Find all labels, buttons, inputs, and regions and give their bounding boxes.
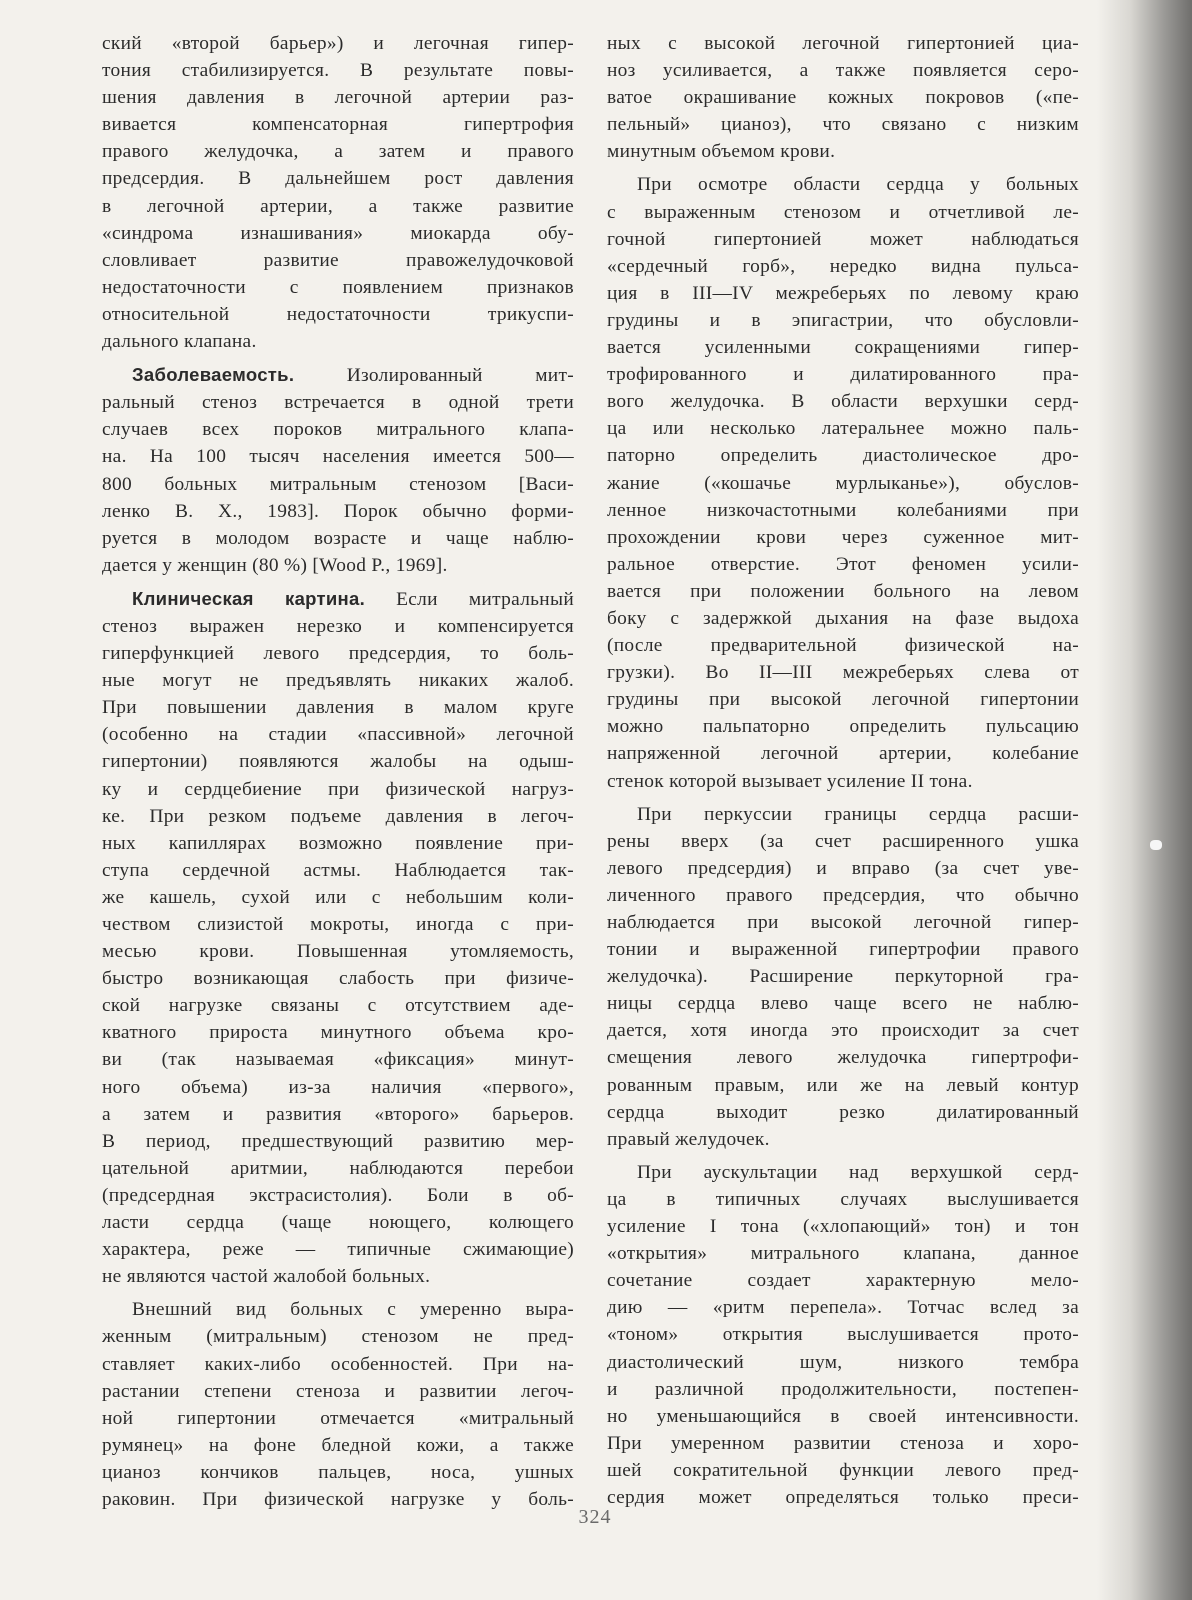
text-line: а затем и развития «второго» барьеров. (102, 1103, 574, 1125)
paragraph (607, 801, 1079, 1153)
text-line: не являются частой жалобой больных. (102, 1266, 431, 1288)
paragraph-text: Изолированный мит- (346, 365, 574, 387)
text-line: грузки). Во II—III межреберьях слева от (607, 662, 1079, 684)
text-line: рены вверх (за счет расширенного ушка (607, 830, 1079, 852)
text-line: боку с задержкой дыхания на фазе выдоха (607, 607, 1079, 629)
term-clinical-picture: Клиническая картина. (132, 587, 366, 609)
text-line: ральное отверстие. Этот феномен усили- (607, 553, 1079, 575)
text-line: цательной аритмии, наблюдаются перебои (102, 1157, 574, 1179)
text-line: диастолический шум, низкого тембра (607, 1351, 1079, 1373)
text-line: «открытия» митрального клапана, данное (607, 1243, 1079, 1265)
text-line: наблюдается при высокой легочной гипер- (607, 912, 1079, 933)
text-line: гиперфункцией левого предсердия, то боль- (102, 643, 574, 665)
text-line: ской нагрузке связаны с отсутствием аде- (102, 995, 574, 1017)
text-line: При перкуссии границы сердца расши- (637, 803, 1079, 825)
text-line: жание («кошачье мурлыканье»), обуслов- (607, 472, 1079, 494)
text-line: ставляет каких-либо особенностей. При на- (102, 1353, 574, 1375)
text-line: тония стабилизируется. В результате повы- (102, 60, 574, 82)
paragraph-clinical-picture (102, 585, 574, 1290)
text-line: ленко В. Х., 1983]. Порок обычно форми- (102, 500, 574, 522)
text-line: пельный» цианоз), что связано с низким (607, 114, 1079, 136)
text-line: паторно определить диастолическое дро- (607, 445, 1079, 467)
text-line: вается усиленными сокращениями гипер- (607, 337, 1079, 359)
paragraph (607, 1159, 1079, 1511)
paragraph-body (102, 389, 574, 579)
text-line: При повышении давления в малом круге (102, 697, 574, 719)
text-line: смещения левого желудочка гипертрофи- (607, 1047, 1079, 1069)
text-line: правый желудочек. (607, 1128, 770, 1150)
text-line: ленное низкочастотными колебаниями при (607, 499, 1079, 521)
paragraph (607, 171, 1079, 794)
term-incidence: Заболеваемость. (132, 364, 295, 386)
text-line: же кашель, сухой или с небольшим коли- (102, 886, 574, 908)
text-line: минутным объемом крови. (607, 141, 836, 163)
text-line: стеноз выражен нерезко и компенсируется (102, 615, 574, 637)
text-line: вается при положении больного на левом (607, 580, 1079, 602)
text-line: случаев всех пороков митрального клапа- (102, 419, 574, 441)
paragraph-text: Если митральный (396, 588, 574, 610)
text-line: шей сократительной функции левого пред- (607, 1459, 1079, 1481)
text-line: растании степени стеноза и развитии легоч- (102, 1380, 574, 1402)
text-line: с выраженным стенозом и отчетливой ле- (607, 201, 1079, 223)
text-line: тонии и выраженной гипертрофии правого (607, 939, 1079, 961)
paragraph (102, 30, 574, 355)
text-line: ласти сердца (чаще ноющего, колющего (102, 1212, 574, 1234)
text-line: ных капиллярах возможно появление при- (102, 832, 574, 854)
text-line: недостаточности с появлением признаков (102, 276, 574, 298)
text-line: женным (митральным) стенозом не пред- (102, 1326, 574, 1348)
text-line: прохождении крови через суженное мит- (607, 526, 1079, 548)
text-line: (особенно на стадии «пассивной» легочной (102, 724, 574, 746)
text-line: сердца выходит резко дилатированный (607, 1101, 1079, 1123)
left-column (102, 30, 574, 1513)
text-line: трофированного и дилатированного пра- (607, 364, 1079, 386)
text-line: дию — «ритм перепела». Тотчас вслед за (607, 1297, 1079, 1319)
text-line: правого желудочка, а затем и правого (102, 141, 574, 163)
paragraph-first-line (102, 585, 574, 613)
page-number: 324 (578, 1506, 612, 1528)
text-line: руется в молодом возрасте и чаще наблю- (102, 527, 574, 549)
text-line: ные могут не предъявлять никаких жалоб. (102, 670, 574, 692)
text-line: (предсердная экстрасистолия). Боли в об- (102, 1184, 574, 1206)
text-line: ку и сердцебиение при физической нагруз- (102, 778, 574, 800)
text-line: При осмотре области сердца у больных (637, 174, 1079, 196)
text-line: в легочной артерии, а также развитие (102, 195, 574, 217)
text-line: «тоном» открытия выслушивается прото- (607, 1324, 1079, 1346)
text-line: относительной недостаточности трикуспи- (102, 303, 574, 325)
text-line: желудочка). Расширение перкуторной гра- (607, 966, 1079, 988)
text-line: левого предсердия) и вправо (за счет уве- (607, 857, 1079, 879)
text-line: ский «второй барьер») и легочная гипер- (102, 33, 574, 54)
text-line: ватое окрашивание кожных покровов («пе- (607, 87, 1079, 109)
paragraph-first-line (102, 361, 574, 389)
text-line: словливает развитие правожелудочковой (102, 249, 574, 271)
text-line: «сердечный горб», нередко видна пульса- (607, 255, 1079, 277)
text-line: шения давления в легочной артерии раз- (102, 87, 574, 109)
text-line: грудины при высокой легочной гипертонии (607, 689, 1079, 711)
text-line: цианоз кончиков пальцев, носа, ушных (102, 1461, 574, 1483)
text-line: усиление I тона («хлопающий» тон) и тон (607, 1216, 1079, 1238)
text-line: При умеренном развитии стеноза и хоро- (607, 1432, 1079, 1454)
text-line: личенного правого предсердия, что обычно (607, 884, 1079, 906)
text-line: ницы сердца влево чаще всего не наблю- (607, 993, 1079, 1015)
text-line: быстро возникающая слабость при физиче- (102, 968, 574, 990)
text-line: предсердия. В дальнейшем рост давления (102, 168, 574, 190)
text-line: но уменьшающийся в своей интенсивности. (607, 1405, 1079, 1427)
text-line: гочной гипертонией может наблюдаться (607, 228, 1079, 250)
text-line: ви (так называемая «фиксация» минут- (102, 1049, 574, 1071)
text-line: В период, предшествующий развитию мер- (102, 1130, 574, 1152)
paragraph-body (102, 613, 574, 1290)
text-line: 800 больных митральным стенозом [Васи- (102, 473, 574, 495)
text-line: дального клапана. (102, 331, 257, 353)
text-line: кватного прироста минутного объема кро- (102, 1022, 574, 1044)
text-line: напряженной легочной артерии, колебание (607, 743, 1079, 765)
text-line: вивается компенсаторная гипертрофия (102, 114, 574, 136)
text-line: ральный стеноз встречается в одной трети (102, 392, 574, 414)
text-line: гипертонии) появляются жалобы на одыш- (102, 751, 574, 773)
text-line: румянец» на фоне бледной кожи, а также (102, 1434, 574, 1456)
paragraph-incidence (102, 361, 574, 579)
text-line: ноз усиливается, а также появляется серо- (607, 60, 1079, 82)
text-line: При аускультации над верхушкой серд- (637, 1161, 1079, 1183)
text-line: вого желудочка. В области верхушки серд- (607, 391, 1079, 413)
text-line: (после предварительной физической на- (607, 635, 1079, 657)
paragraph (102, 1296, 574, 1513)
text-line: ца в типичных случаях выслушивается (607, 1188, 1079, 1210)
text-line: раковин. При физической нагрузке у боль- (102, 1488, 574, 1510)
text-line: можно пальпаторно определить пульсацию (607, 716, 1079, 738)
text-line: «синдрома изнашивания» миокарда обу- (102, 222, 574, 244)
right-column (607, 30, 1079, 1511)
text-line: ция в III—IV межреберьях по левому краю (607, 282, 1079, 304)
text-line: дается, хотя иногда это происходит за счет (607, 1020, 1079, 1042)
text-line: дается у женщин (80 %) [Wood P., 1969]. (102, 554, 448, 576)
text-line: Внешний вид больных с умеренно выра- (132, 1299, 574, 1321)
paper-speck (1150, 840, 1162, 850)
text-line: ного объема) из-за наличия «первого», (102, 1076, 574, 1098)
text-line: ной гипертонии отмечается «митральный (102, 1407, 574, 1429)
text-line: характера, реже — типичные сжимающие) (102, 1239, 574, 1261)
text-line: рованным правым, или же на левый контур (607, 1074, 1079, 1096)
text-line: и различной продолжительности, постепен- (607, 1378, 1079, 1400)
page-gutter-shadow (1097, 0, 1192, 1600)
text-line: стенок которой вызывает усиление II тона. (607, 770, 973, 792)
text-line: ке. При резком подъеме давления в легоч- (102, 805, 574, 827)
text-line: на. На 100 тысяч населения имеется 500— (102, 446, 574, 468)
text-line: ных с высокой легочной гипертонией циа- (607, 33, 1079, 54)
text-line: ступа сердечной астмы. Наблюдается так- (102, 859, 574, 881)
text-line: чеством слизистой мокроты, иногда с при- (102, 914, 574, 935)
text-line: ца или несколько латеральнее можно паль- (607, 418, 1079, 440)
text-line: сердия может определяться только преси- (607, 1486, 1079, 1508)
text-line: грудины и в эпигастрии, что обусловли- (607, 309, 1079, 331)
text-line: месью крови. Повышенная утомляемость, (102, 941, 574, 963)
text-line: сочетание создает характерную мело- (607, 1270, 1079, 1292)
paragraph (607, 30, 1079, 165)
